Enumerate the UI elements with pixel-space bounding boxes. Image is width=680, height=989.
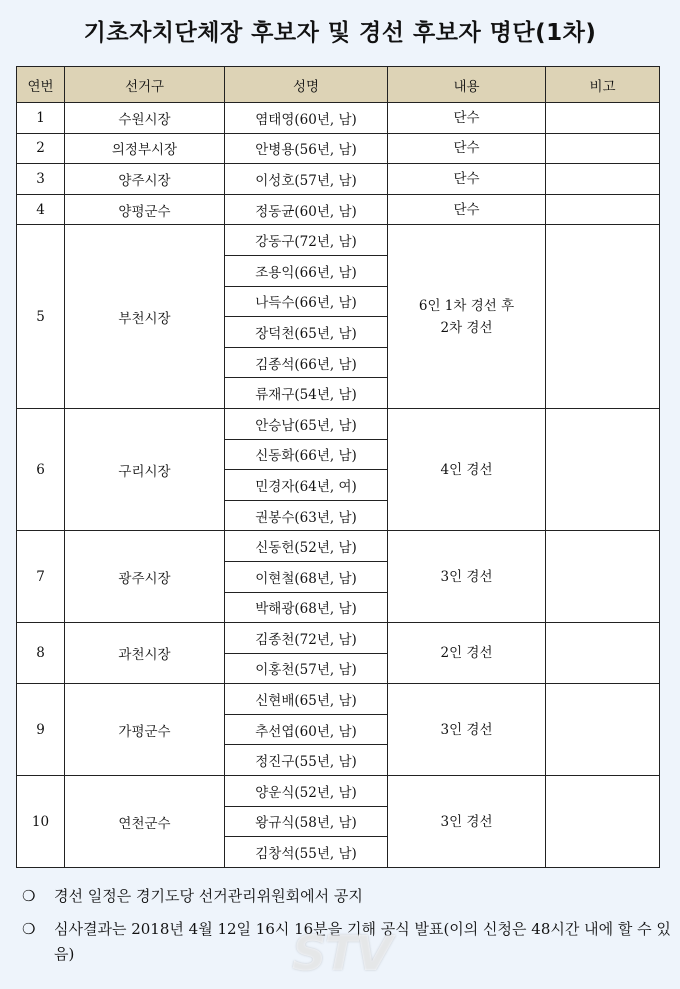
cell-district: 연천군수 bbox=[65, 776, 225, 868]
table-row bbox=[17, 776, 660, 807]
cell-candidate-name: 신동헌(52년, 남) bbox=[225, 531, 388, 562]
cell-content bbox=[388, 133, 546, 164]
cell-content bbox=[388, 684, 546, 776]
cell-candidate-name: 권봉수(63년, 남) bbox=[225, 500, 388, 531]
table-body bbox=[17, 103, 660, 868]
cell-remark bbox=[546, 103, 660, 134]
cell-candidate-name: 장덕천(65년, 남) bbox=[225, 317, 388, 348]
cell-candidate-name: 김창석(55년, 남) bbox=[225, 837, 388, 868]
note-text: 심사결과는 2018년 4월 12일 16시 16분을 기해 공식 발표(이의 신청은 48시간 내에 할 수 있음) bbox=[54, 920, 671, 963]
cell-candidate-name: 안병용(56년, 남) bbox=[225, 133, 388, 164]
table-row bbox=[17, 225, 660, 256]
circle-bullet-icon: ❍ bbox=[22, 887, 36, 905]
cell-district: 양평군수 bbox=[65, 194, 225, 225]
cell-district: 부천시장 bbox=[65, 225, 225, 409]
cell-no: 8 bbox=[17, 623, 65, 684]
header-no: 연번 bbox=[17, 67, 65, 103]
cell-content bbox=[388, 408, 546, 530]
table-row bbox=[17, 684, 660, 715]
content-line: 3인 경선 bbox=[440, 568, 493, 585]
cell-candidate-name: 김종천(72년, 남) bbox=[225, 623, 388, 654]
content-line: 3인 경선 bbox=[440, 721, 493, 738]
note-item bbox=[22, 884, 672, 909]
content-line: 2인 경선 bbox=[440, 645, 493, 662]
content-line: 단수 bbox=[453, 170, 480, 187]
cell-remark bbox=[546, 133, 660, 164]
cell-remark bbox=[546, 623, 660, 684]
header-note: 비고 bbox=[546, 67, 660, 103]
table-row bbox=[17, 623, 660, 654]
cell-remark bbox=[546, 164, 660, 195]
cell-candidate-name: 이성호(57년, 남) bbox=[225, 164, 388, 195]
cell-content bbox=[388, 164, 546, 195]
content-line: 3인 경선 bbox=[440, 813, 493, 830]
cell-content bbox=[388, 103, 546, 134]
cell-content bbox=[388, 623, 546, 684]
content-line: 6인 1차 경선 후 bbox=[418, 297, 515, 314]
cell-district: 광주시장 bbox=[65, 531, 225, 623]
cell-content bbox=[388, 194, 546, 225]
cell-district: 양주시장 bbox=[65, 164, 225, 195]
cell-candidate-name: 조용익(66년, 남) bbox=[225, 255, 388, 286]
cell-no: 1 bbox=[17, 103, 65, 134]
table-row bbox=[17, 531, 660, 562]
cell-candidate-name: 나득수(66년, 남) bbox=[225, 286, 388, 317]
content-line: 단수 bbox=[453, 201, 480, 218]
cell-candidate-name: 류재구(54년, 남) bbox=[225, 378, 388, 409]
cell-candidate-name: 왕규식(58년, 남) bbox=[225, 806, 388, 837]
cell-content bbox=[388, 531, 546, 623]
header-district: 선거구 bbox=[65, 67, 225, 103]
table-row bbox=[17, 164, 660, 195]
cell-no: 5 bbox=[17, 225, 65, 409]
cell-district: 가평군수 bbox=[65, 684, 225, 776]
cell-candidate-name: 신동화(66년, 남) bbox=[225, 439, 388, 470]
cell-remark bbox=[546, 776, 660, 868]
cell-candidate-name: 신현배(65년, 남) bbox=[225, 684, 388, 715]
cell-remark bbox=[546, 684, 660, 776]
cell-no: 2 bbox=[17, 133, 65, 164]
cell-candidate-name: 박해광(68년, 남) bbox=[225, 592, 388, 623]
cell-candidate-name: 추선엽(60년, 남) bbox=[225, 714, 388, 745]
table-header-row bbox=[17, 67, 660, 103]
cell-candidate-name: 이홍천(57년, 남) bbox=[225, 653, 388, 684]
content-line: 4인 경선 bbox=[440, 461, 493, 478]
cell-candidate-name: 정동균(60년, 남) bbox=[225, 194, 388, 225]
cell-remark bbox=[546, 408, 660, 530]
cell-no: 6 bbox=[17, 408, 65, 530]
cell-candidate-name: 안승남(65년, 남) bbox=[225, 408, 388, 439]
cell-candidate-name: 염태영(60년, 남) bbox=[225, 103, 388, 134]
watermark-logo: STV bbox=[292, 926, 391, 982]
candidate-table bbox=[16, 66, 660, 868]
table-row bbox=[17, 408, 660, 439]
cell-candidate-name: 강동구(72년, 남) bbox=[225, 225, 388, 256]
document-title: 기초자치단체장 후보자 및 경선 후보자 명단(1차) bbox=[83, 20, 597, 46]
content-line: 2차 경선 bbox=[440, 319, 493, 336]
table-row bbox=[17, 133, 660, 164]
cell-no: 3 bbox=[17, 164, 65, 195]
cell-content bbox=[388, 776, 546, 868]
cell-district: 의정부시장 bbox=[65, 133, 225, 164]
table-row bbox=[17, 103, 660, 134]
content-line: 단수 bbox=[453, 109, 480, 126]
cell-district: 수원시장 bbox=[65, 103, 225, 134]
cell-candidate-name: 이현철(68년, 남) bbox=[225, 561, 388, 592]
cell-no: 10 bbox=[17, 776, 65, 868]
cell-remark bbox=[546, 194, 660, 225]
cell-candidate-name: 민경자(64년, 여) bbox=[225, 470, 388, 501]
cell-no: 9 bbox=[17, 684, 65, 776]
header-name: 성명 bbox=[225, 67, 388, 103]
circle-bullet-icon: ❍ bbox=[22, 920, 36, 938]
cell-candidate-name: 양운식(52년, 남) bbox=[225, 776, 388, 807]
table-row bbox=[17, 194, 660, 225]
cell-no: 7 bbox=[17, 531, 65, 623]
cell-district: 과천시장 bbox=[65, 623, 225, 684]
header-content: 내용 bbox=[388, 67, 546, 103]
content-line: 단수 bbox=[453, 140, 480, 157]
note-text: 경선 일정은 경기도당 선거관리위원회에서 공지 bbox=[54, 887, 363, 905]
cell-candidate-name: 김종석(66년, 남) bbox=[225, 347, 388, 378]
cell-remark bbox=[546, 531, 660, 623]
cell-candidate-name: 정진구(55년, 남) bbox=[225, 745, 388, 776]
cell-content bbox=[388, 225, 546, 409]
cell-no: 4 bbox=[17, 194, 65, 225]
cell-remark bbox=[546, 225, 660, 409]
cell-district: 구리시장 bbox=[65, 408, 225, 530]
